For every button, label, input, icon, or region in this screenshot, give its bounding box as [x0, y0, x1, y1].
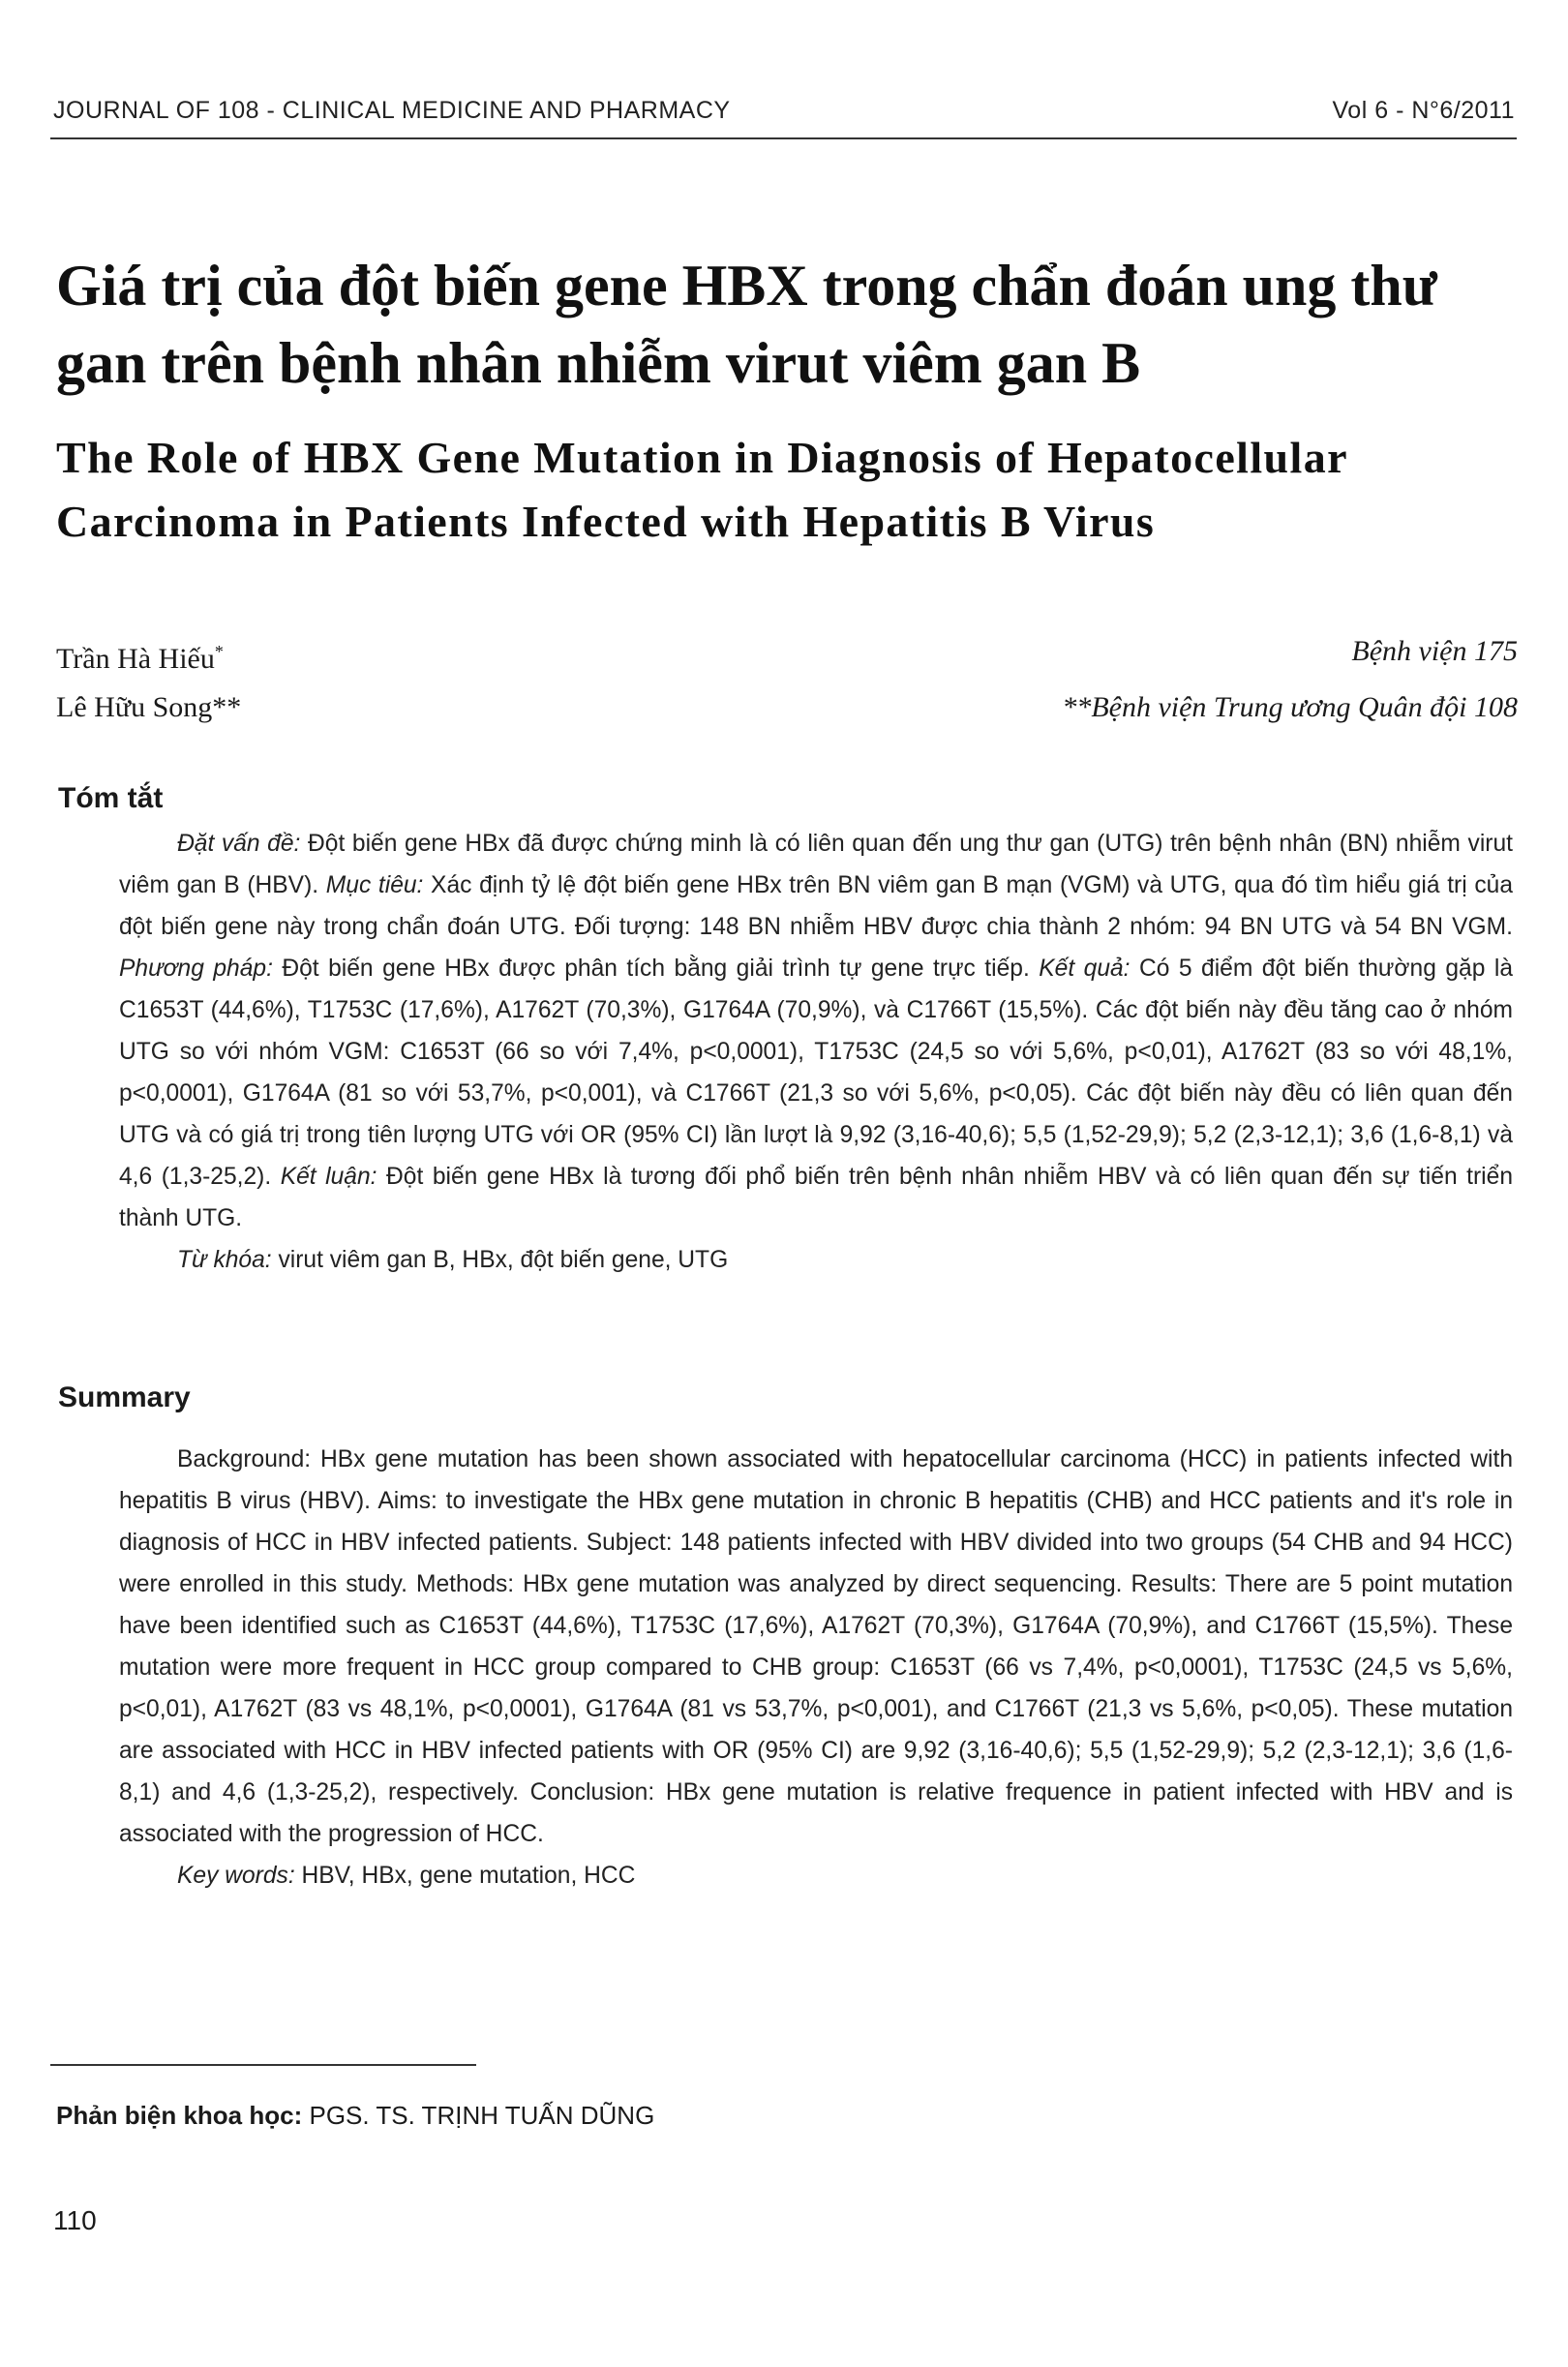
author-row — [56, 683, 1518, 732]
author-name: Lê Hữu Song** — [56, 691, 242, 723]
author-affiliation: **Bệnh viện Trung ương Quân đội 108 — [1062, 691, 1518, 723]
en-abstract-heading: Summary — [58, 1381, 191, 1413]
author-row — [56, 627, 1518, 683]
en-abstract-body: Background: HBx gene mutation has been shown associated with hepatocellular carcinoma (HCC) in patients infected with hepatitis B virus (HBV). Aims: to investigate the HBx gene mutation in chronic B hepatitis (CHB) and HCC patients and it's role in diagnosis of HCC in HBV infected patients. Subject: 148 patients infected with HBV divided into two groups (54 CHB and 94 HCC) were enrolled in this study. Methods: HBx gene mutation was analyzed by direct sequencing. Results: There are 5 point mutation have been identified such as C1653T (44,6%), T1753C (17,6%), A1762T (70,3%), G1764A (70,9%), and C1766T (15,5%). These mutation were more frequent in HCC group compared to CHB group: C1653T (66 vs 7,4%, p<0,0001), T1753C (24,5 vs 5,6%, p<0,01), A1762T (83 vs 48,1%, p<0,0001), G1764A (81 vs 53,7%, p<0,001), and C1766T (21,3 vs 5,6%, p<0,05). These mutation are associated with HCC in HBV infected patients with OR (95% CI) are 9,92 (3,16-40,6); 5,5 (1,52-29,9); 5,2 (2,3-12,1); 3,6 (1,6-8,1) and 4,6 (1,3-25,2), respectively. Conclusion: HBx gene mutation is relative frequence in patient infected with HBV and is associated with the progression of HCC. — [119, 1446, 1513, 1847]
vi-abstract-heading: Tóm tắt — [58, 782, 164, 814]
vi-abstract — [119, 823, 1513, 1281]
reviewer-note: Phản biện khoa học: PGS. TS. TRỊNH TUẤN DŨNG — [56, 2101, 655, 2130]
author-mark: ** — [212, 691, 242, 723]
title-vietnamese: Giá trị của đột biến gene HBX trong chẩn đoán ung thư gan trên bệnh nhân nhiễm virut viêm gan B — [56, 254, 1437, 395]
author-block — [56, 627, 1518, 732]
journal-name: JOURNAL OF 108 - CLINICAL MEDICINE AND PHARMACY — [53, 97, 731, 124]
author-affiliation: Bệnh viện 175 — [1351, 635, 1518, 667]
en-abstract — [119, 1439, 1513, 1897]
footnote-rule — [50, 2064, 476, 2066]
page-number: 110 — [53, 2205, 97, 2235]
author-name: Trần Hà Hiếu* — [56, 642, 224, 675]
vi-abstract-body: Đặt vấn đề: Đột biến gene HBx đã được chứng minh là có liên quan đến ung thư gan (UTG) trên bệnh nhân (BN) nhiễm virut viêm gan B (HBV). Mục tiêu: Xác định tỷ lệ đột biến gene HBx trên BN viêm gan B mạn (VGM) và UTG, qua đó tìm hiểu giá trị của đột biến gene này trong chẩn đoán UTG. Đối tượng: 148 BN nhiễm HBV được chia thành 2 nhóm: 94 BN UTG và 54 BN VGM. Phương pháp: Đột biến gene HBx được phân tích bằng giải trình tự gene trực tiếp. Kết quả: Có 5 điểm đột biến thường gặp là C1653T (44,6%), T1753C (17,6%), A1762T (70,3%), G1764A (70,9%), và C1766T (15,5%). Các đột biến này đều tăng cao ở nhóm UTG so với nhóm VGM: C1653T (66 so với 7,4%, p<0,0001), T1753C (24,5 so với 5,6%, p<0,01), A1762T (83 so với 48,1%, p<0,0001), G1764A (81 so với 53,7%, p<0,001), và C1766T (21,3 so với 5,6%, p<0,05). Các đột biến này đều có liên quan đến UTG và có giá trị trong tiên lượng UTG với OR (95% CI) lần lượt là 9,92 (3,16-40,6); 5,5 (1,52-29,9); 5,2 (2,3-12,1); 3,6 (1,6-8,1) và 4,6 (1,3-25,2). Kết luận: Đột biến gene HBx là tương đối phổ biến trên bệnh nhân nhiễm HBV và có liên quan đến sự tiến triển thành UTG. — [119, 831, 1514, 1231]
header-rule — [50, 137, 1517, 139]
running-header — [53, 97, 1515, 125]
vi-keywords: Từ khóa: virut viêm gan B, HBx, đột biến gene, UTG — [177, 1247, 729, 1273]
issue-number: Vol 6 - N°6/2011 — [1332, 97, 1515, 124]
title-english: The Role of HBX Gene Mutation in Diagnosis of Hepatocellular Carcinoma in Patients Infected with Hepatitis B Virus — [56, 433, 1348, 546]
en-keywords: Key words: HBV, HBx, gene mutation, HCC — [177, 1863, 636, 1889]
author-mark: * — [214, 642, 224, 661]
